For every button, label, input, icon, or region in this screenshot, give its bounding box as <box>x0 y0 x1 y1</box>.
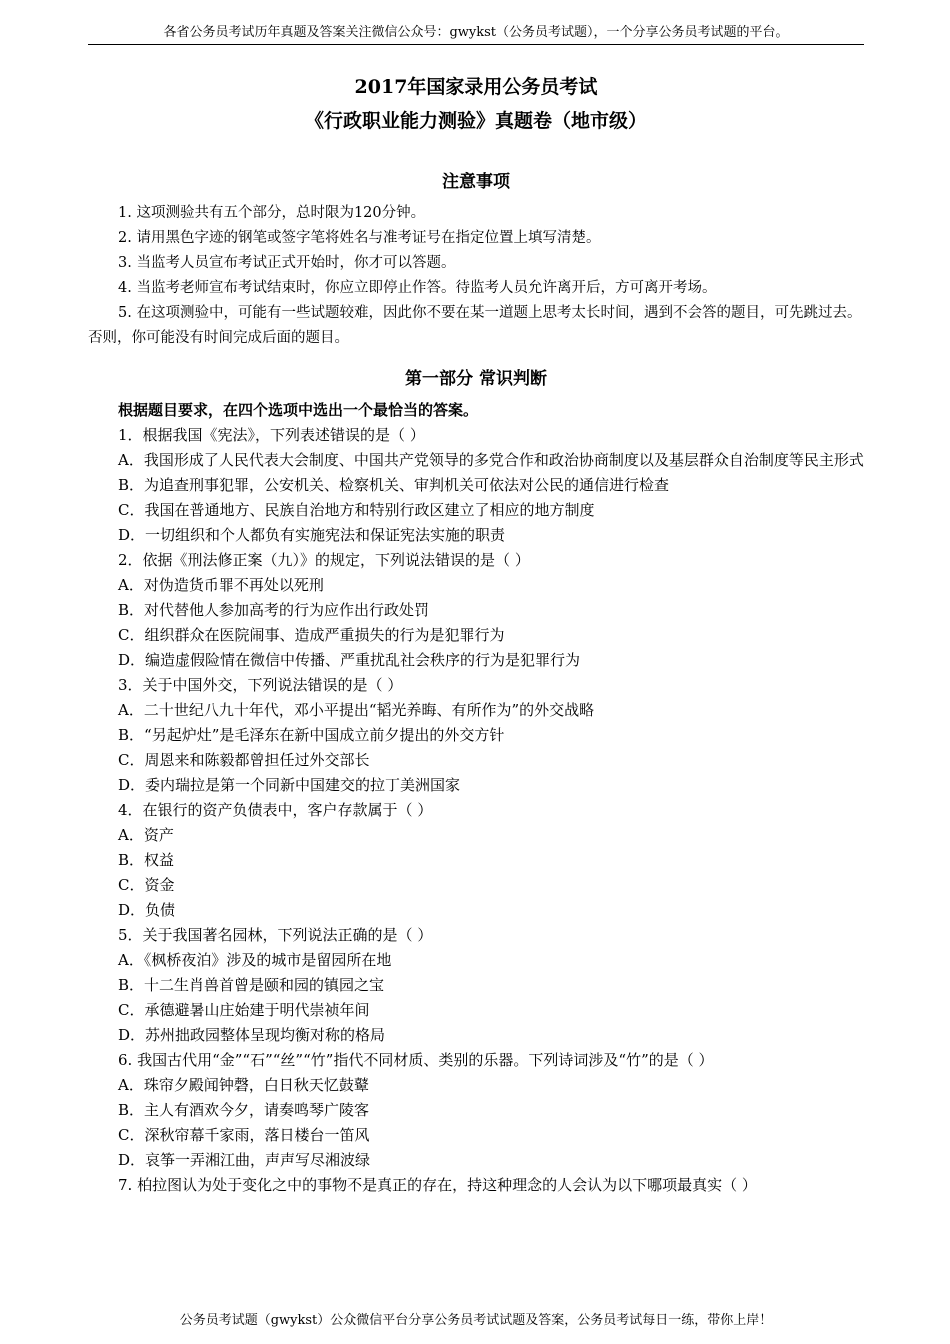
question-option: D．委内瑞拉是第一个同新中国建交的拉丁美洲国家 <box>118 776 461 794</box>
notice-item: 3. 当监考人员宣布考试正式开始时，你才可以答题。 <box>118 255 456 271</box>
question-option: C．承德避暑山庄始建于明代崇祯年间 <box>118 1001 370 1019</box>
question-option: B．权益 <box>118 851 175 869</box>
question-option: A．珠帘夕殿闻钟磬，白日秋天忆鼓鼙 <box>118 1076 369 1094</box>
question-6 <box>88 1048 864 1173</box>
question-stem: 5．关于我国著名园林，下列说法正确的是（ ） <box>118 926 433 944</box>
question-option: A．我国形成了人民代表大会制度、中国共产党领导的多党合作和政治协商制度以及基层群众自治制度等民主形式 <box>118 451 864 469</box>
question-option: C．我国在普通地方、民族自治地方和特别行政区建立了相应的地方制度 <box>118 501 595 519</box>
page-header: 各省公务员考试历年真题及答案关注微信公众号：gwykst（公务员考试题），一个分享公务员考试题的平台。 <box>163 25 789 40</box>
question-option: A．《枫桥夜泊》涉及的城市是留园所在地 <box>118 951 392 969</box>
question-option: C．资金 <box>118 876 175 894</box>
header-divider <box>88 44 864 45</box>
question-option: D．负债 <box>118 901 176 919</box>
question-option: B．“另起炉灶”是毛泽东在新中国成立前夕提出的外交方针 <box>118 726 505 744</box>
exam-title: 2017年国家录用公务员考试 <box>354 76 598 98</box>
question-option: B．对代替他人参加高考的行为应作出行政处罚 <box>118 601 430 619</box>
question-stem: 6. 我国古代用“金”“石”“丝”“竹”指代不同材质、类别的乐器。下列诗词涉及“竹”的是（ ） <box>118 1051 714 1069</box>
question-option: A．二十世纪八九十年代，邓小平提出“韬光养晦、有所作为”的外交战略 <box>118 701 595 719</box>
notice-item: 5. 在这项测验中，可能有一些试题较难，因此你不要在某一道题上思考太长时间，遇到不会答的题目，可先跳过去。否则，你可能没有时间完成后面的题目。 <box>88 305 862 346</box>
part1-instruction: 根据题目要求，在四个选项中选出一个最恰当的答案。 <box>118 401 479 419</box>
question-option: D．一切组织和个人都负有实施宪法和保证宪法实施的职责 <box>118 526 506 544</box>
question-stem: 3．关于中国外交，下列说法错误的是（ ） <box>118 676 403 694</box>
question-option: C．深秋帘幕千家雨，落日楼台一笛风 <box>118 1126 370 1144</box>
question-option: B．为追查刑事犯罪，公安机关、检察机关、审判机关可依法对公民的通信进行检查 <box>118 476 670 494</box>
question-7 <box>88 1173 864 1198</box>
question-option: A．对伪造货币罪不再处以死刑 <box>118 576 324 594</box>
question-3 <box>88 673 864 798</box>
question-5 <box>88 923 864 1048</box>
exam-subtitle: 《行政职业能力测验》真题卷（地市级） <box>304 110 647 132</box>
question-4 <box>88 798 864 923</box>
notice-list <box>88 201 864 351</box>
question-option: D．编造虚假险情在微信中传播、严重扰乱社会秩序的行为是犯罪行为 <box>118 651 581 669</box>
question-option: D．哀筝一弄湘江曲，声声写尽湘波绿 <box>118 1151 371 1169</box>
question-option: B．十二生肖兽首曾是颐和园的镇园之宝 <box>118 976 385 994</box>
question-option: C．周恩来和陈毅都曾担任过外交部长 <box>118 751 370 769</box>
question-option: A．资产 <box>118 826 174 844</box>
question-stem: 4．在银行的资产负债表中，客户存款属于（ ） <box>118 801 433 819</box>
notice-title: 注意事项 <box>442 172 510 192</box>
part1-title: 第一部分 常识判断 <box>405 369 547 389</box>
notice-item: 1. 这项测验共有五个部分，总时限为120分钟。 <box>118 205 426 221</box>
notice-item: 4. 当监考老师宣布考试结束时，你应立即停止作答。待监考人员允许离开后，方可离开考场。 <box>118 280 717 296</box>
question-stem: 1．根据我国《宪法》，下列表述错误的是（ ） <box>118 426 425 444</box>
question-option: C．组织群众在医院闹事、造成严重损失的行为是犯罪行为 <box>118 626 505 644</box>
question-stem: 2．依据《刑法修正案（九）》的规定，下列说法错误的是（ ） <box>118 551 530 569</box>
notice-item: 2. 请用黑色字迹的钢笔或签字笔将姓名与准考证号在指定位置上填写清楚。 <box>118 230 601 246</box>
question-option: D．苏州拙政园整体呈现均衡对称的格局 <box>118 1026 386 1044</box>
document-body <box>88 72 864 1198</box>
question-2 <box>88 548 864 673</box>
question-option: B．主人有酒欢今夕，请奏鸣琴广陵客 <box>118 1101 370 1119</box>
page-footer: 公务员考试题（gwykst）公众微信平台分享公务员考试试题及答案，公务员考试每日一练，带你上岸！ <box>179 1313 773 1328</box>
question-stem: 7. 柏拉图认为处于变化之中的事物不是真正的存在，持这种理念的人会认为以下哪项最真实（ ） <box>118 1176 757 1194</box>
question-1 <box>88 423 864 548</box>
